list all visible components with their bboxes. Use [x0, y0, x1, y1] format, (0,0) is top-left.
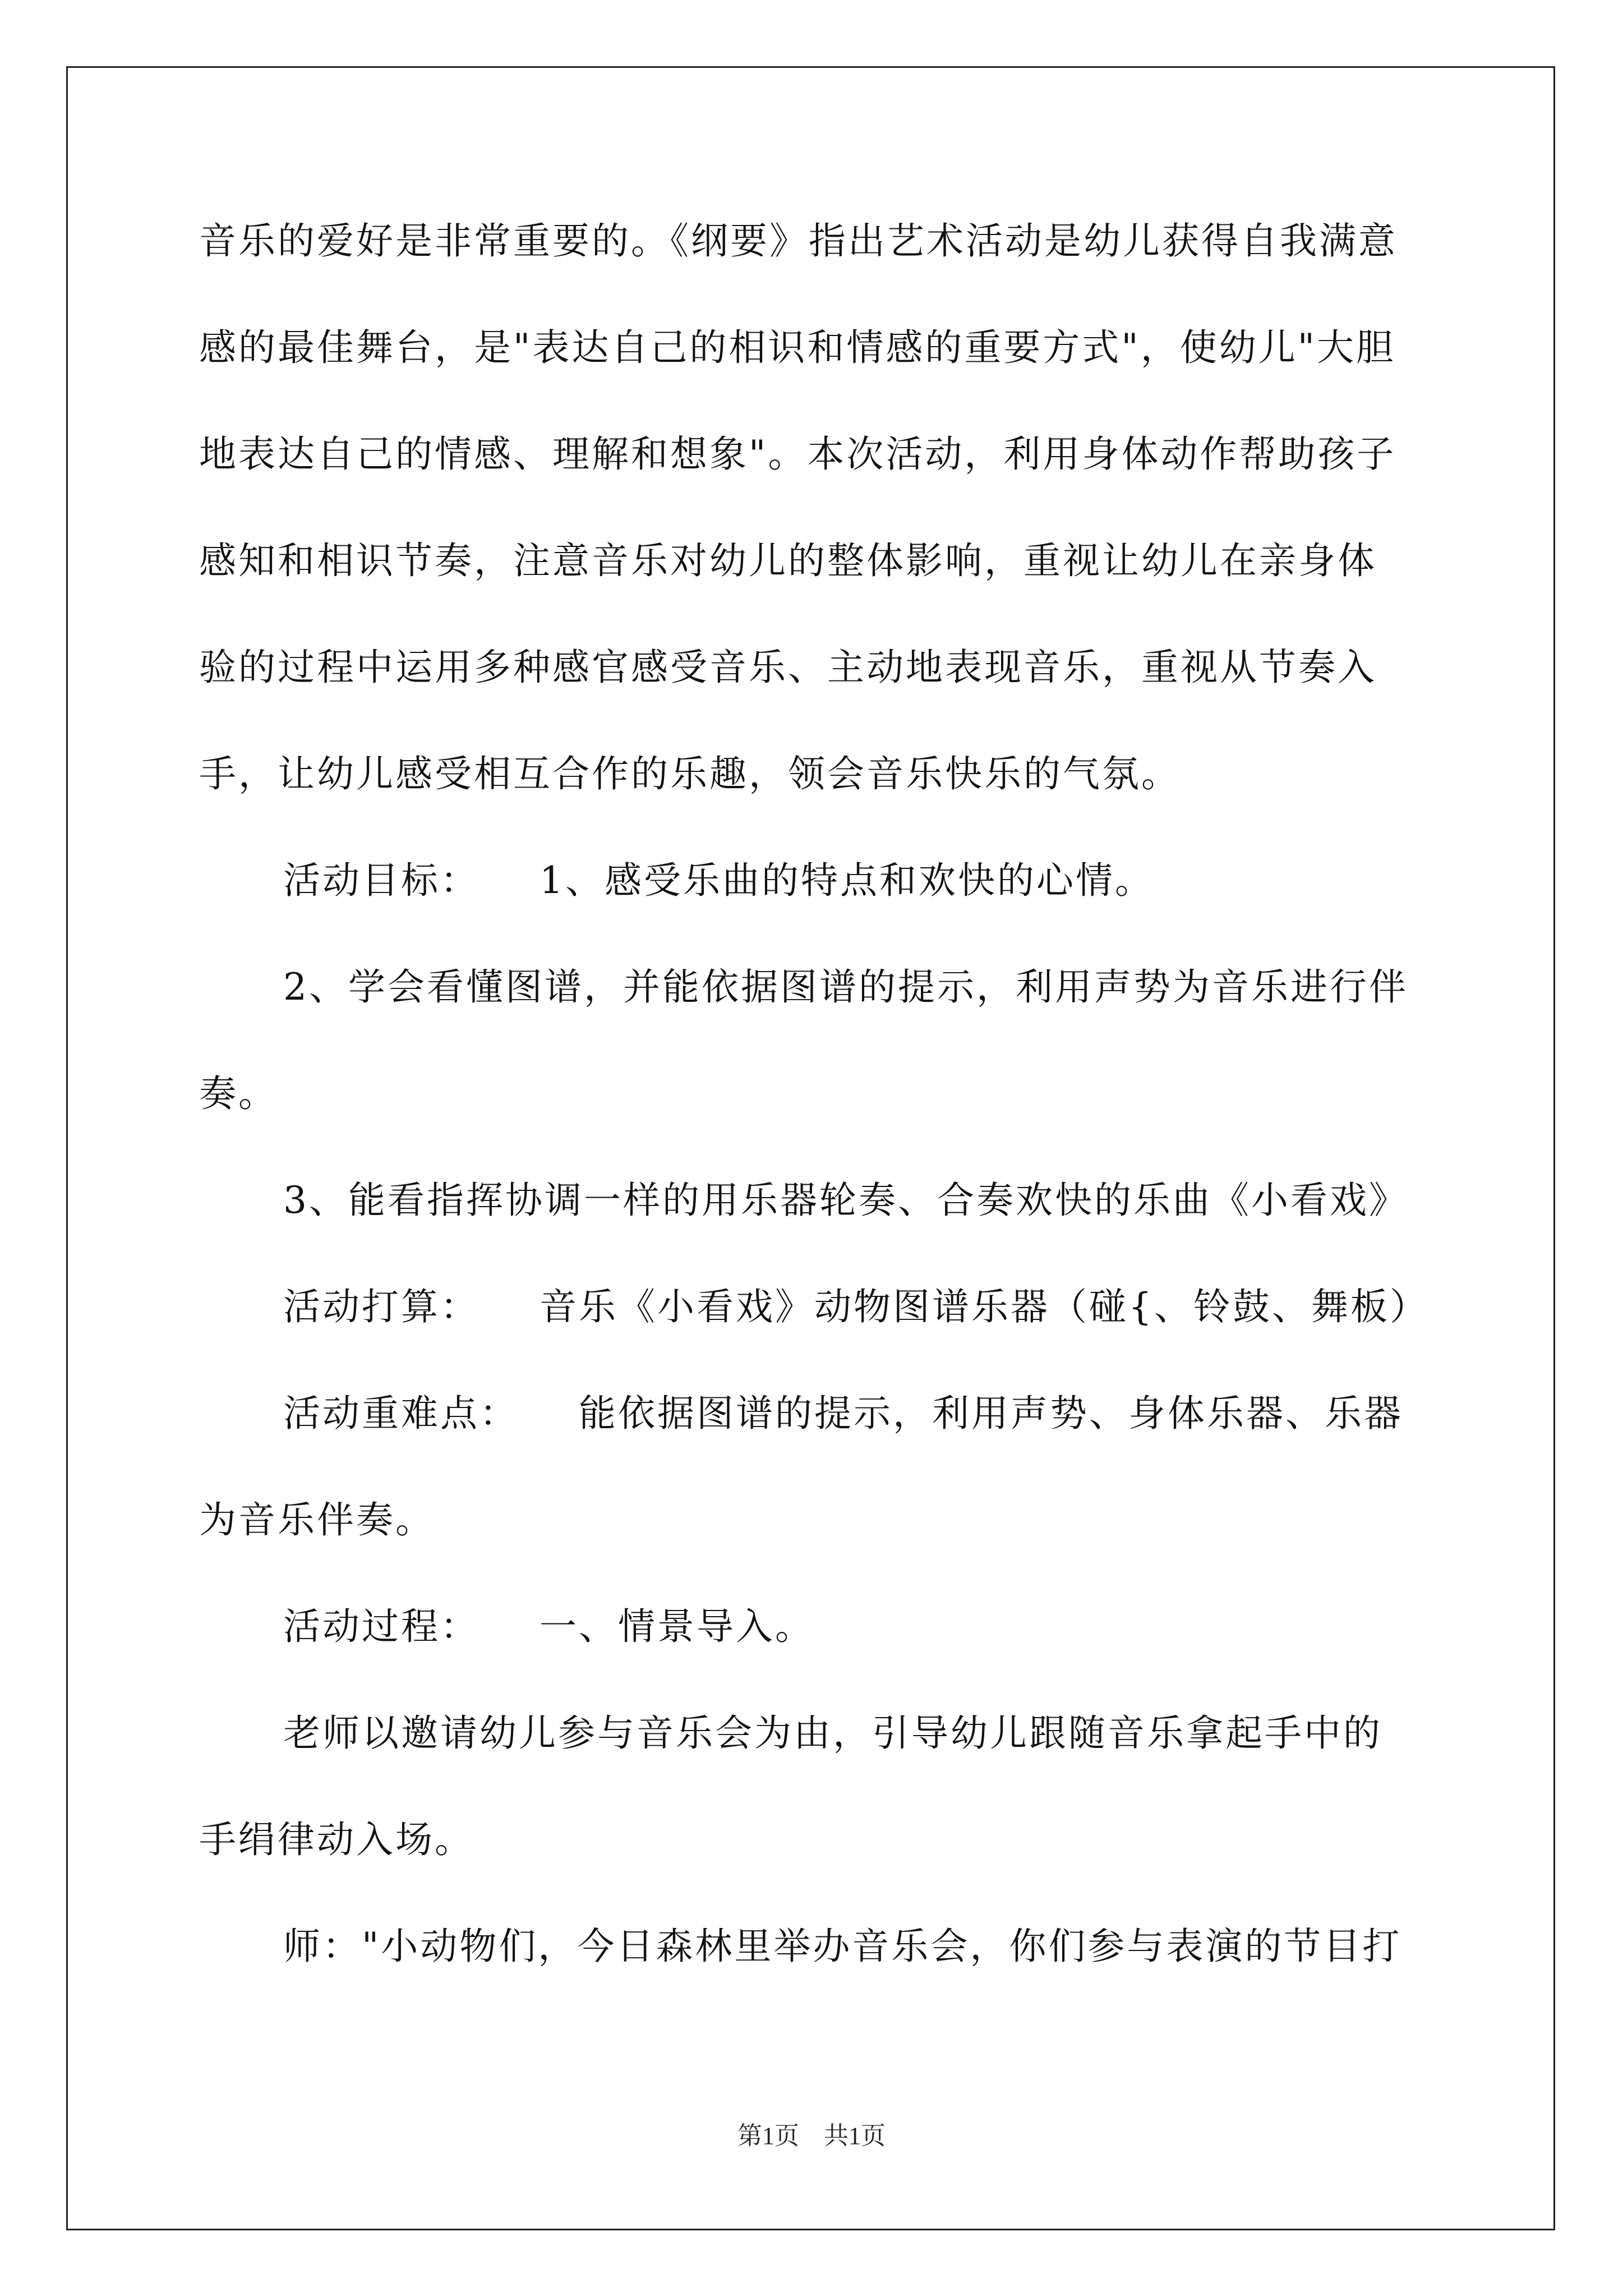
text-line: 感的最佳舞台，是"表达自己的相识和情感的重要方式"，使幼儿"大胆	[199, 326, 1396, 369]
text-line: 2、学会看懂图谱，并能依据图谱的提示，利用声势为音乐进行伴	[283, 965, 1408, 1009]
text-line: 活动目标： 1、感受乐曲的特点和欢快的心情。	[283, 859, 1154, 902]
text-line: 验的过程中运用多种感官感受音乐、主动地表现音乐，重视从节奏入	[199, 646, 1377, 689]
text-line: 音乐的爱好是非常重要的。《纲要》指出艺术活动是幼儿获得自我满意	[199, 219, 1398, 263]
text-line: 为音乐伴奏。	[199, 1498, 435, 1542]
text-line: 感知和相识节奏，注意音乐对幼儿的整体影响，重视让幼儿在亲身体	[199, 539, 1377, 582]
text-line: 活动打算： 音乐《小看戏》动物图谱乐器（碰{、铃鼓、舞板）	[283, 1285, 1429, 1328]
page-border	[66, 66, 1555, 2230]
text-line: 师："小动物们，今日森林里举办音乐会，你们参与表演的节目打	[283, 1925, 1402, 1968]
text-line: 手绢律动入场。	[199, 1818, 474, 1861]
text-line: 手，让幼儿感受相互合作的乐趣，领会音乐快乐的气氛。	[199, 752, 1181, 795]
text-line: 地表达自己的情感、理解和想象"。本次活动，利用身体动作帮助孩子	[199, 432, 1396, 476]
text-line: 活动重难点： 能依据图谱的提示，利用声势、身体乐器、乐器	[283, 1392, 1403, 1435]
text-line: 奏。	[199, 1072, 278, 1115]
text-line: 3、能看指挥协调一样的用乐器轮奏、合奏欢快的乐曲《小看戏》	[283, 1179, 1408, 1222]
text-line: 活动过程： 一、情景导入。	[283, 1605, 814, 1648]
page-footer: 第1页 共1页	[737, 2122, 886, 2150]
text-line: 老师以邀请幼儿参与音乐会为由，引导幼儿跟随音乐拿起手中的	[283, 1711, 1382, 1755]
